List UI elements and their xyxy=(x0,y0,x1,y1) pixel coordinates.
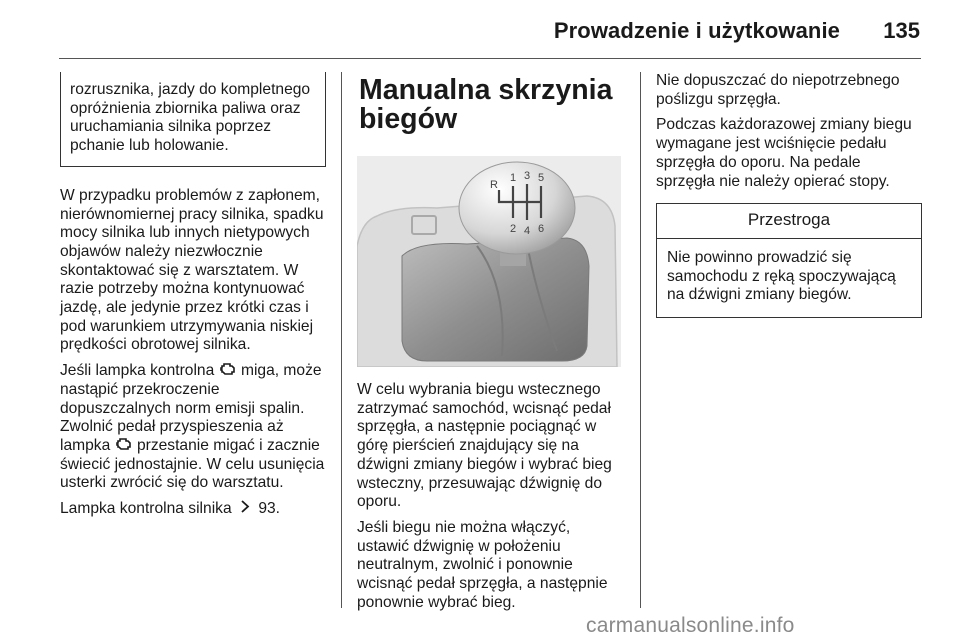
paragraph: Jeśli biegu nie można włączyć, ustawić dźwignię w położeniu neutralnym, zwolnić i ponownie wcisnąć pedał sprzęgła, a następnie ponownie wybrać bieg. xyxy=(357,518,608,611)
gear-label: 3 xyxy=(524,170,531,182)
gear-label: 2 xyxy=(510,223,517,235)
column-2 xyxy=(357,72,625,619)
paragraph: Jeśli lampka kontrolna miga, może nastąpić przekroczenie dopuszczalnych norm emisji spalin. Zwolnić pedał przyspieszenia aż lampka przestanie migać i zacznie świecić jednostajnie. W celu usunięcia usterki zwrócić się do warsztatu. xyxy=(60,362,325,492)
gear-label: R xyxy=(490,179,498,191)
caution-text: Nie powinno prowadzić się samochodu z ręką spoczywającą na dźwigni zmiany biegów. xyxy=(667,248,896,304)
continued-notice-box xyxy=(60,72,326,167)
paragraph: Nie dopuszczać do niepotrzebnego poślizgu sprzęgła. xyxy=(656,72,900,108)
page-header xyxy=(0,0,960,60)
paragraph: W celu wybrania biegu wstecznego zatrzymać samochód, wcisnąć pedał sprzęgła, a następnie pociągnąć w górę pierścień znajdujący się na dźwigni zmiany biegów i wybrać bieg wsteczny, przesuwając dźwignię do oporu. xyxy=(357,381,612,511)
paragraph: Podczas każdorazowej zmiany biegu wymagane jest wciśnięcie pedału sprzęgła do oporu. Na pedale sprzęgła nie należy opierać stopy. xyxy=(656,116,912,190)
engine-warning-icon xyxy=(115,437,133,456)
header-rule xyxy=(59,58,921,59)
gear-label: 4 xyxy=(524,225,531,237)
gear-lever-illustration xyxy=(357,156,621,367)
column-1 xyxy=(60,72,326,526)
paragraph: W przypadku problemów z zapłonem, nierównomiernej pracy silnika, spadku mocy silnika lub innych nietypowych objawów należy niezwłocznie skontaktować się z warsztatem. W razie potrzeby można kontynuować jazdę, ale jedynie przez krótki czas i pod warunkiem utrzymywania niskiej prędkości obrotowej silnika. xyxy=(60,186,324,354)
column-3 xyxy=(656,72,922,318)
engine-warning-icon xyxy=(219,362,237,381)
column-divider xyxy=(640,72,641,608)
section-title: Manualna skrzynia biegów xyxy=(359,74,613,135)
gear-label: 1 xyxy=(510,172,517,184)
page-ref-arrow-icon xyxy=(236,500,254,519)
page-number: 135 xyxy=(883,18,920,43)
watermark: carmanualsonline.info xyxy=(586,614,795,637)
gear-label: 5 xyxy=(538,172,545,184)
caution-title: Przestroga xyxy=(657,204,921,239)
column-divider xyxy=(341,72,342,608)
caution-box xyxy=(656,203,922,318)
gear-label: 6 xyxy=(538,223,545,235)
notice-text: rozrusznika, jazdy do kompletnego opróżnienia zbiornika paliwa oraz uruchamiania silnika poprzez pchanie lub holowanie. xyxy=(70,81,311,155)
running-title: Prowadzenie i użytkowanie xyxy=(553,18,840,43)
page-ref-link[interactable]: 93. xyxy=(258,500,280,518)
paragraph: Lampka kontrolna silnika 93. xyxy=(60,500,280,518)
